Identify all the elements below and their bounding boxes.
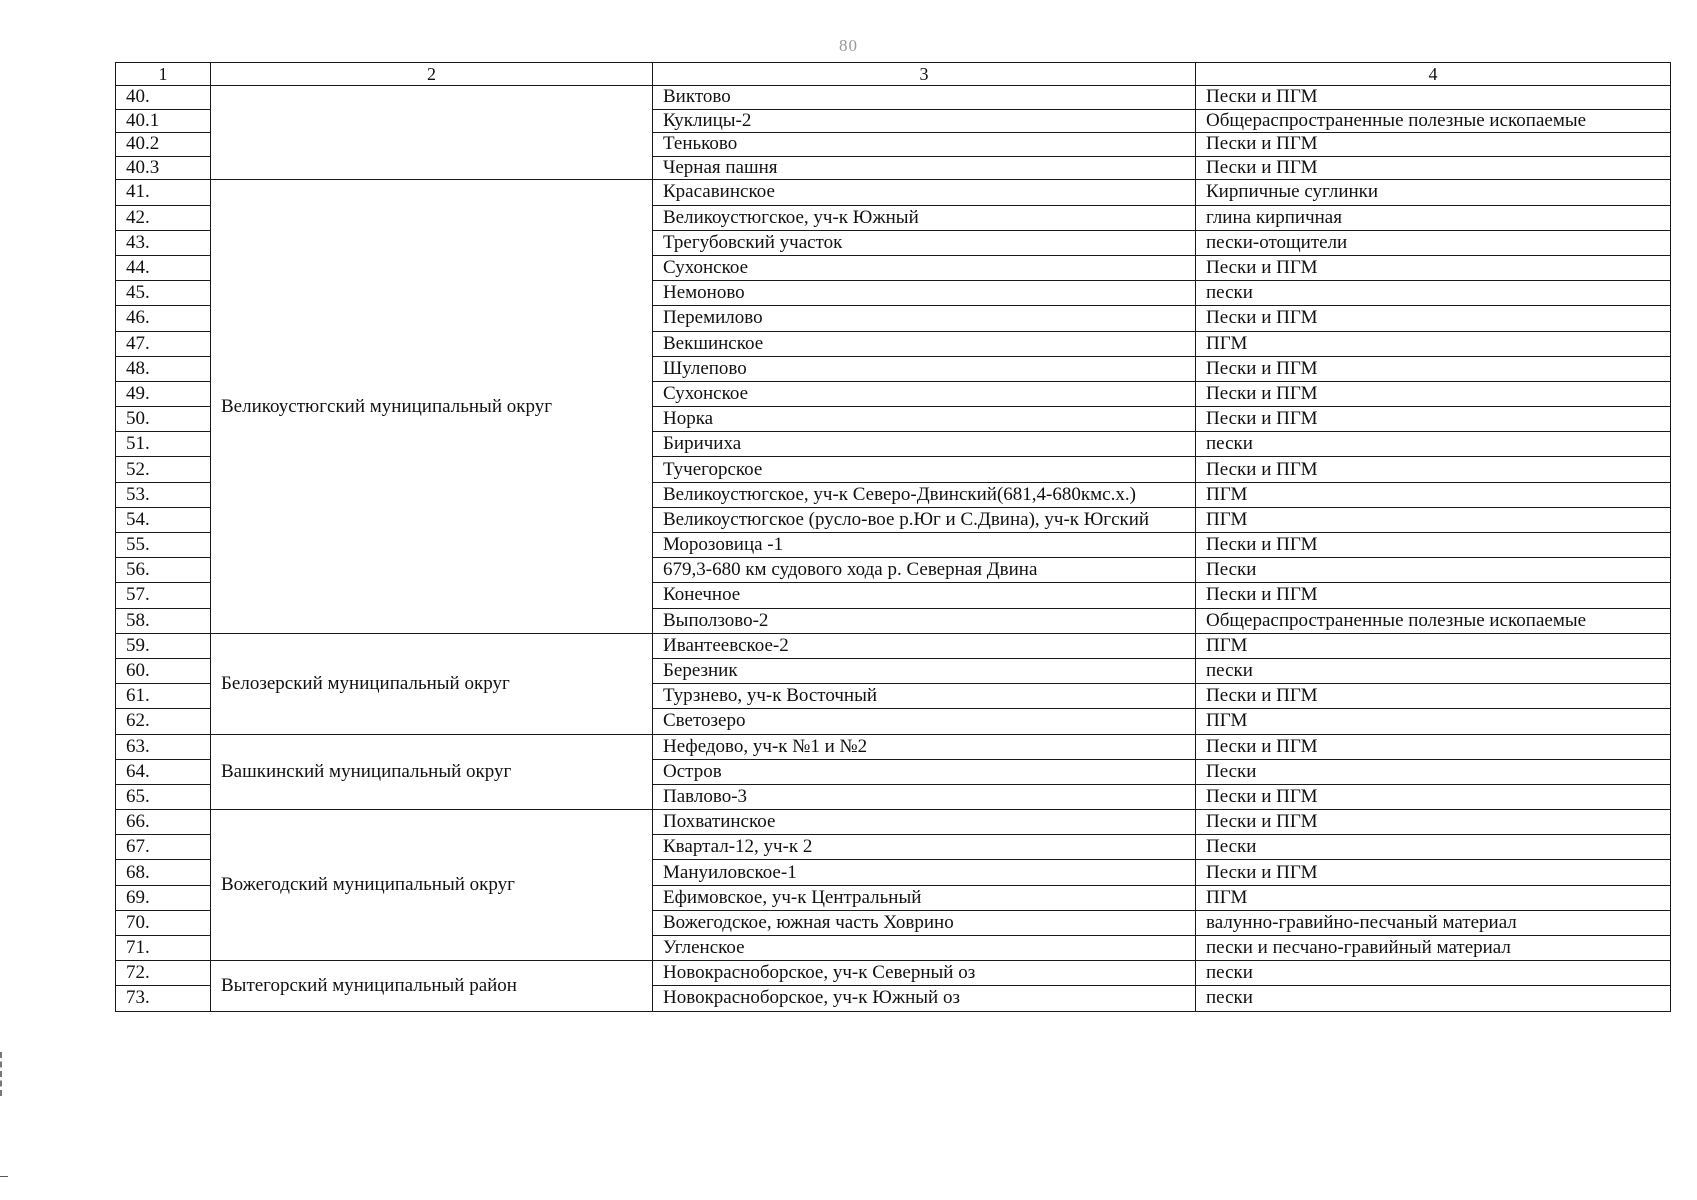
- mineral-type: пески-отощители: [1196, 230, 1671, 255]
- deposit-name: Биричиха: [653, 432, 1196, 457]
- row-number: 40.1: [116, 109, 211, 133]
- deposit-name: Остров: [653, 759, 1196, 784]
- row-number: 57.: [116, 583, 211, 608]
- scan-margin-dash: [0, 1176, 8, 1177]
- mineral-type: ПГМ: [1196, 709, 1671, 734]
- mineral-type: Кирпичные суглинки: [1196, 180, 1671, 205]
- mineral-type: Пески и ПГМ: [1196, 860, 1671, 885]
- header-col-2: 2: [211, 63, 653, 86]
- row-number: 60.: [116, 658, 211, 683]
- mineral-type: Пески и ПГМ: [1196, 810, 1671, 835]
- deposit-name: Мануиловское-1: [653, 860, 1196, 885]
- mineral-type: пески: [1196, 961, 1671, 986]
- mineral-type: Пески и ПГМ: [1196, 407, 1671, 432]
- table-row: [116, 961, 1671, 986]
- deposit-name: Красавинское: [653, 180, 1196, 205]
- row-number: 58.: [116, 608, 211, 633]
- table-row: [116, 734, 1671, 759]
- row-number: 49.: [116, 381, 211, 406]
- mineral-type: пески и песчано-гравийный материал: [1196, 936, 1671, 961]
- deposit-name: Ефимовское, уч-к Центральный: [653, 885, 1196, 910]
- row-number: 62.: [116, 709, 211, 734]
- row-number: 72.: [116, 961, 211, 986]
- deposit-name: Ивантеевское-2: [653, 633, 1196, 658]
- table-row: [116, 633, 1671, 658]
- mineral-type: Общераспространенные полезные ископаемые: [1196, 109, 1671, 133]
- district-cell: Вашкинский муниципальный округ: [211, 734, 653, 810]
- deposit-name: Векшинское: [653, 331, 1196, 356]
- mineral-type: Пески и ПГМ: [1196, 133, 1671, 157]
- row-number: 46.: [116, 306, 211, 331]
- row-number: 68.: [116, 860, 211, 885]
- row-number: 55.: [116, 533, 211, 558]
- row-number: 48.: [116, 356, 211, 381]
- district-cell: Белозерский муниципальный округ: [211, 633, 653, 734]
- mineral-type: Пески: [1196, 759, 1671, 784]
- mineral-type: Пески и ПГМ: [1196, 255, 1671, 280]
- mineral-type: ПГМ: [1196, 482, 1671, 507]
- row-number: 42.: [116, 205, 211, 230]
- deposit-name: Павлово-3: [653, 784, 1196, 809]
- row-number: 63.: [116, 734, 211, 759]
- table-row: [116, 810, 1671, 835]
- deposit-name: Угленское: [653, 936, 1196, 961]
- mineral-type: ПГМ: [1196, 331, 1671, 356]
- mineral-type: Пески и ПГМ: [1196, 533, 1671, 558]
- deposit-name: Теньково: [653, 133, 1196, 157]
- scan-margin-mark: [0, 1052, 5, 1096]
- row-number: 61.: [116, 684, 211, 709]
- mineral-type: Пески и ПГМ: [1196, 583, 1671, 608]
- page-number: 80: [839, 36, 858, 55]
- mineral-type: Пески и ПГМ: [1196, 457, 1671, 482]
- row-number: 53.: [116, 482, 211, 507]
- deposit-name: Выползово-2: [653, 608, 1196, 633]
- deposit-name: Нефедово, уч-к №1 и №2: [653, 734, 1196, 759]
- row-number: 44.: [116, 255, 211, 280]
- row-number: 51.: [116, 432, 211, 457]
- row-number: 50.: [116, 407, 211, 432]
- deposit-name: Куклицы-2: [653, 109, 1196, 133]
- mineral-type: глина кирпичная: [1196, 205, 1671, 230]
- row-number: 52.: [116, 457, 211, 482]
- deposit-name: Норка: [653, 407, 1196, 432]
- deposit-name: Конечное: [653, 583, 1196, 608]
- deposit-name: Виктово: [653, 86, 1196, 110]
- table-body: [116, 86, 1671, 1012]
- header-col-3: 3: [653, 63, 1196, 86]
- row-number: 40.: [116, 86, 211, 110]
- mineral-type: Пески и ПГМ: [1196, 356, 1671, 381]
- row-number: 56.: [116, 558, 211, 583]
- deposit-name: Новокрасноборское, уч-к Южный оз: [653, 986, 1196, 1011]
- row-number: 67.: [116, 835, 211, 860]
- row-number: 71.: [116, 936, 211, 961]
- deposit-name: Березник: [653, 658, 1196, 683]
- header-col-1: 1: [116, 63, 211, 86]
- deposit-name: Похватинское: [653, 810, 1196, 835]
- deposit-name: Тучегорское: [653, 457, 1196, 482]
- deposit-name: 679,3-680 км судового хода р. Северная Двина: [653, 558, 1196, 583]
- mineral-type: Пески и ПГМ: [1196, 306, 1671, 331]
- row-number: 65.: [116, 784, 211, 809]
- district-cell: Великоустюгский муниципальный округ: [211, 180, 653, 633]
- deposit-name: Великоустюгское (русло-вое р.Юг и С.Двина), уч-к Югский: [653, 507, 1196, 532]
- deposit-name: Перемилово: [653, 306, 1196, 331]
- mineral-type: пески: [1196, 986, 1671, 1011]
- deposit-name: Вожегодское, южная часть Ховрино: [653, 910, 1196, 935]
- mineral-type: Пески: [1196, 558, 1671, 583]
- header-col-4: 4: [1196, 63, 1671, 86]
- row-number: 59.: [116, 633, 211, 658]
- deposit-name: Великоустюгское, уч-к Северо-Двинский(681,4-680кмс.х.): [653, 482, 1196, 507]
- row-number: 54.: [116, 507, 211, 532]
- mineral-type: ПГМ: [1196, 633, 1671, 658]
- mineral-type: пески: [1196, 658, 1671, 683]
- deposit-name: Великоустюгское, уч-к Южный: [653, 205, 1196, 230]
- deposit-name: Черная пашня: [653, 156, 1196, 180]
- row-number: 64.: [116, 759, 211, 784]
- mineral-type: ПГМ: [1196, 507, 1671, 532]
- mineral-type: пески: [1196, 432, 1671, 457]
- row-number: 41.: [116, 180, 211, 205]
- deposit-name: Сухонское: [653, 255, 1196, 280]
- row-number: 70.: [116, 910, 211, 935]
- district-cell: Вытегорский муниципальный район: [211, 961, 653, 1011]
- table-row: [116, 180, 1671, 205]
- mineral-type: Пески и ПГМ: [1196, 734, 1671, 759]
- mineral-type: Пески и ПГМ: [1196, 86, 1671, 110]
- deposits-table: [115, 62, 1671, 1012]
- deposit-name: Шулепово: [653, 356, 1196, 381]
- deposit-name: Сухонское: [653, 381, 1196, 406]
- mineral-type: Пески и ПГМ: [1196, 381, 1671, 406]
- deposit-name: Светозеро: [653, 709, 1196, 734]
- deposit-name: Турзнево, уч-к Восточный: [653, 684, 1196, 709]
- row-number: 43.: [116, 230, 211, 255]
- mineral-type: Пески и ПГМ: [1196, 784, 1671, 809]
- mineral-type: Пески и ПГМ: [1196, 684, 1671, 709]
- deposit-name: Морозовица -1: [653, 533, 1196, 558]
- row-number: 40.2: [116, 133, 211, 157]
- mineral-type: ПГМ: [1196, 885, 1671, 910]
- row-number: 47.: [116, 331, 211, 356]
- district-cell: Вожегодский муниципальный округ: [211, 810, 653, 961]
- deposit-name: Трегубовский участок: [653, 230, 1196, 255]
- row-number: 40.3: [116, 156, 211, 180]
- mineral-type: валунно-гравийно-песчаный материал: [1196, 910, 1671, 935]
- deposit-name: Квартал-12, уч-к 2: [653, 835, 1196, 860]
- mineral-type: Общераспространенные полезные ископаемые: [1196, 608, 1671, 633]
- mineral-type: пески: [1196, 281, 1671, 306]
- district-cell: [211, 86, 653, 180]
- row-number: 73.: [116, 986, 211, 1011]
- row-number: 45.: [116, 281, 211, 306]
- table-row: [116, 86, 1671, 110]
- deposit-name: Новокрасноборское, уч-к Северный оз: [653, 961, 1196, 986]
- row-number: 66.: [116, 810, 211, 835]
- deposit-name: Немоново: [653, 281, 1196, 306]
- mineral-type: Пески и ПГМ: [1196, 156, 1671, 180]
- row-number: 69.: [116, 885, 211, 910]
- mineral-type: Пески: [1196, 835, 1671, 860]
- header-row: [116, 63, 1671, 86]
